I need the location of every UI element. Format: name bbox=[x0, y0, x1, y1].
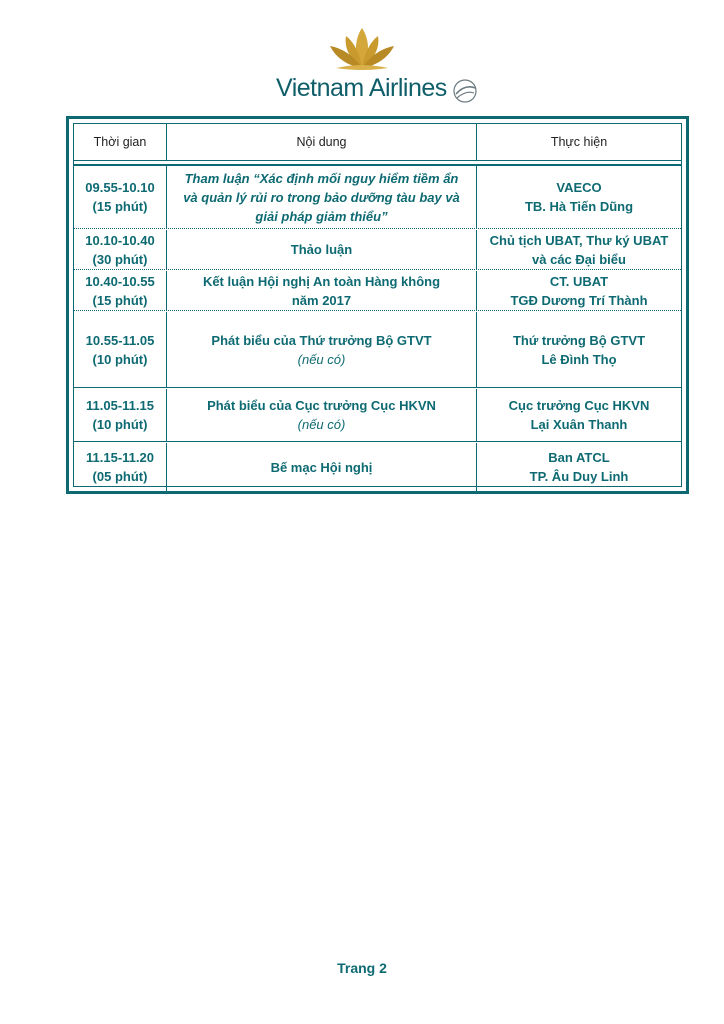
time-range: 10.40-10.55 bbox=[85, 273, 155, 289]
content-line: và quản lý rủi ro trong bảo dưỡng tàu bay và bbox=[183, 189, 460, 205]
presenter-cell bbox=[477, 389, 681, 441]
time-cell bbox=[74, 271, 167, 310]
duration: (10 phút) bbox=[92, 351, 148, 367]
table-row bbox=[74, 389, 681, 442]
skyteam-icon bbox=[448, 76, 482, 106]
header-presenter: Thực hiện bbox=[550, 134, 608, 149]
duration: (30 phút) bbox=[92, 251, 148, 267]
content-cell bbox=[167, 443, 477, 491]
table-row bbox=[74, 312, 681, 388]
content-line: Bế mạc Hội nghị bbox=[270, 459, 373, 475]
presenter-cell bbox=[477, 271, 681, 310]
lotus-icon bbox=[326, 26, 398, 72]
table-row bbox=[74, 230, 681, 270]
presenter-name: Lại Xuân Thanh bbox=[530, 417, 628, 432]
table-header-row bbox=[74, 124, 681, 161]
header-content: Nội dung bbox=[167, 124, 477, 160]
content-cell bbox=[167, 312, 477, 387]
table-row bbox=[74, 271, 681, 311]
content-cell bbox=[167, 389, 477, 441]
content-line: Phát biểu của Cục trưởng Cục HKVN bbox=[207, 398, 436, 413]
presenter-name: TGĐ Dương Trí Thành bbox=[510, 292, 648, 308]
time-cell bbox=[74, 389, 167, 441]
table-row bbox=[74, 443, 681, 491]
content-note: (nếu có) bbox=[297, 417, 346, 432]
vietnam-airlines-logo bbox=[276, 26, 486, 102]
content-line: Phát biểu của Thứ trưởng Bộ GTVT bbox=[211, 332, 432, 348]
time-range: 09.55-10.10 bbox=[85, 180, 155, 195]
time-cell bbox=[74, 312, 167, 387]
page-number: Trang 2 bbox=[337, 960, 387, 976]
schedule-table bbox=[66, 116, 689, 494]
duration: (15 phút) bbox=[92, 292, 148, 308]
presenter-cell bbox=[477, 312, 681, 387]
content-line: Thảo luận bbox=[290, 242, 353, 257]
content-line: Kết luận Hội nghị An toàn Hàng không bbox=[202, 273, 441, 289]
time-range: 10.55-11.05 bbox=[85, 332, 155, 348]
presenter-org: CT. UBAT bbox=[549, 273, 609, 289]
content-cell bbox=[167, 166, 477, 228]
content-line: năm 2017 bbox=[291, 292, 352, 308]
presenter-org: Chủ tịch UBAT, Thư ký UBAT bbox=[489, 232, 669, 248]
duration: (05 phút) bbox=[92, 469, 148, 484]
presenter-org: Ban ATCL bbox=[548, 450, 610, 465]
time-range: 11.05-11.15 bbox=[86, 398, 154, 413]
duration: (15 phút) bbox=[92, 199, 148, 214]
content-line: giải pháp giảm thiểu” bbox=[255, 208, 388, 224]
presenter-name: Lê Đình Thọ bbox=[541, 351, 617, 367]
presenter-name: và các Đại biểu bbox=[532, 251, 626, 267]
brand-name: Vietnam Airlines bbox=[276, 74, 447, 102]
header-time: Thời gian bbox=[74, 124, 167, 160]
time-cell bbox=[74, 230, 167, 269]
presenter-cell bbox=[477, 443, 681, 491]
time-range: 10.10-10.40 bbox=[85, 232, 155, 248]
content-cell bbox=[167, 271, 477, 310]
content-cell bbox=[167, 230, 477, 269]
content-note: (nếu có) bbox=[297, 351, 346, 367]
duration: (10 phút) bbox=[92, 417, 148, 432]
presenter-org: Thứ trưởng Bộ GTVT bbox=[512, 332, 646, 348]
presenter-cell bbox=[477, 166, 681, 228]
time-range: 11.15-11.20 bbox=[86, 450, 154, 465]
presenter-org: Cục trưởng Cục HKVN bbox=[508, 398, 650, 413]
time-cell bbox=[74, 443, 167, 491]
presenter-name: TB. Hà Tiến Dũng bbox=[524, 199, 634, 214]
presenter-org: VAECO bbox=[556, 180, 602, 195]
presenter-cell bbox=[477, 230, 681, 269]
time-cell bbox=[74, 166, 167, 228]
table-row bbox=[74, 164, 681, 229]
content-line: Tham luận “Xác định mối nguy hiểm tiềm ẩn bbox=[184, 170, 459, 186]
presenter-name: TP. Âu Duy Linh bbox=[529, 469, 629, 484]
